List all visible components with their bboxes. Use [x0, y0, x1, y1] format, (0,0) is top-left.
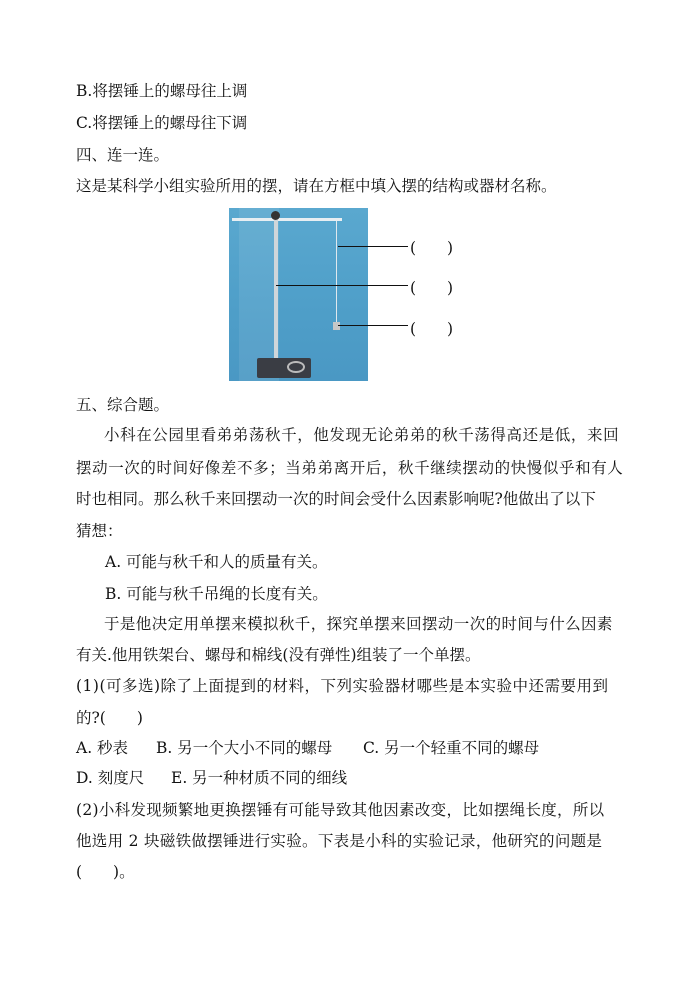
section-4-heading: 四、连一连。 [76, 146, 170, 164]
paragraph-line-5: 于是他决定用单摆来模拟秋千，探究单摆来回摆动一次的时间与什么因素 [104, 615, 613, 633]
pendulum-photo [229, 208, 368, 381]
option-a-stopwatch[interactable]: A. 秒表 [76, 739, 129, 757]
question-2-line-2: 他选用 2 块磁铁做摆锤进行实验。下表是小科的实验记录，他研究的问题是 [76, 832, 603, 850]
leader-line-bob [338, 325, 408, 326]
question-1-options-row-2 [76, 768, 347, 788]
option-b-raise-nut: B.将摆锤上的螺母往上调 [76, 82, 248, 100]
question-2-line-3: ( )。 [76, 863, 135, 881]
leader-line-stand [276, 285, 408, 286]
stand-pole [274, 218, 278, 363]
option-e-different-thread[interactable]: E. 另一种材质不同的细线 [171, 769, 348, 787]
stand-crossbar [232, 218, 342, 221]
paragraph-line-1: 小科在公园里看弟弟荡秋千，他发现无论弟弟的秋千荡得高还是低，来回 [104, 426, 620, 444]
option-c-different-weight-nut[interactable]: C. 另一个轻重不同的螺母 [363, 739, 540, 757]
answer-blank-3[interactable]: ( ) [410, 320, 454, 338]
option-b-different-size-nut[interactable]: B. 另一个大小不同的螺母 [156, 739, 333, 757]
question-1-line-2: 的?( ) [76, 709, 143, 727]
stand-clamp [271, 211, 280, 220]
photo-highlight [239, 208, 279, 381]
leader-line-string [338, 246, 408, 247]
option-c-lower-nut: C.将摆锤上的螺母往下调 [76, 114, 248, 132]
paragraph-line-4: 猜想： [76, 522, 123, 540]
paragraph-line-3: 时也相同。那么秋千来回摆动一次的时间会受什么因素影响呢?他做出了以下 [76, 490, 596, 508]
pendulum-bob [333, 322, 340, 330]
paragraph-line-2: 摆动一次的时间好像差不多；当弟弟离开后，秋千继续摆动的快慢似乎和有人 [76, 459, 624, 477]
answer-blank-2[interactable]: ( ) [410, 279, 454, 297]
hypothesis-a: A. 可能与秋千和人的质量有关。 [105, 553, 328, 571]
section-4-instruction: 这是某科学小组实验所用的摆，请在方框中填入摆的结构或器材名称。 [76, 177, 557, 195]
paragraph-line-6: 有关.他用铁架台、螺母和棉线(没有弹性)组装了一个单摆。 [76, 646, 481, 664]
section-5-heading: 五、综合题。 [76, 396, 170, 414]
pendulum-string [336, 221, 337, 325]
option-d-ruler[interactable]: D. 刻度尺 [76, 769, 145, 787]
question-1-options-row-1 [76, 738, 539, 758]
question-2-line-1: (2)小科发现频繁地更换摆锤有可能导致其他因素改变，比如摆绳长度，所以 [76, 801, 605, 819]
question-1-line-1: (1)(可多选)除了上面提到的材料，下列实验器材哪些是本实验中还需要用到 [76, 677, 609, 695]
spare-nuts [287, 361, 305, 373]
hypothesis-b: B. 可能与秋千吊绳的长度有关。 [105, 585, 328, 603]
answer-blank-1[interactable]: ( ) [410, 239, 454, 257]
